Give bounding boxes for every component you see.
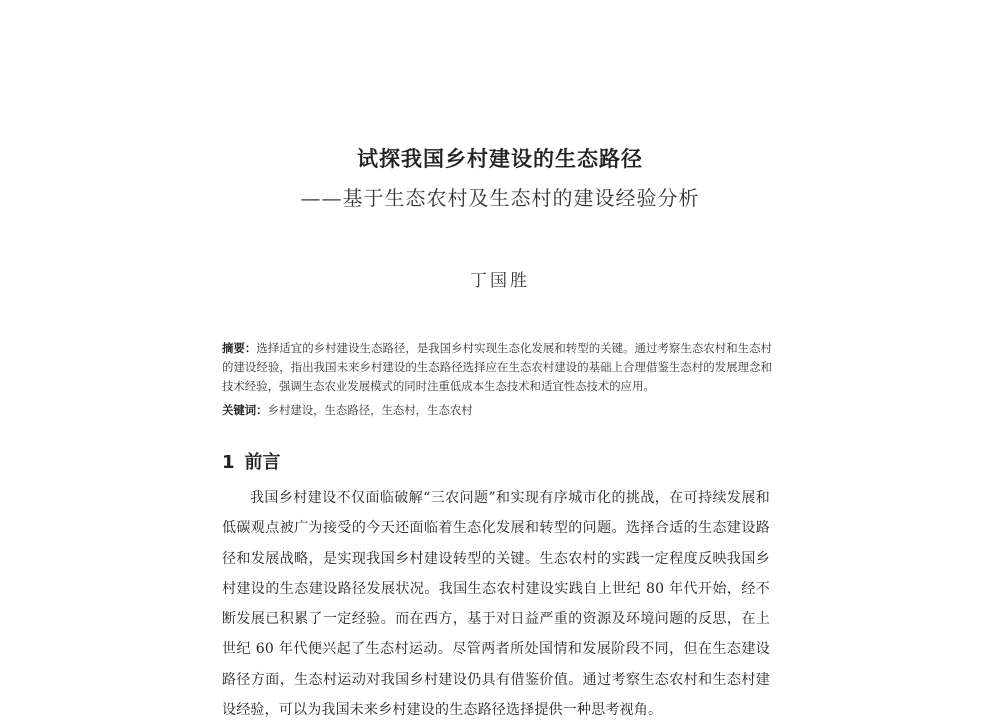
abstract xyxy=(222,339,772,396)
section-title: 前言 xyxy=(244,452,281,473)
paper-title: 试探我国乡村建设的生态路径 xyxy=(357,147,643,171)
section-heading xyxy=(222,448,281,474)
keywords xyxy=(222,401,772,420)
paper-author: 丁国胜 xyxy=(470,271,530,291)
body-paragraph: 我国乡村建设不仅面临破解“三农问题”和实现有序城市化的挑战，在可持续发展和低碳观点被广为接受的今天还面临着生态化发展和转型的问题。选择合适的生态建设路径和发展战略，是实现我国乡村建设转型的关键。生态农村的实践一定程度反映我国乡村建设的生态建设路径发展状况。我国生态农村建设实践自上世纪 80 年代开始，经不断发展已积累了一定经验。而在西方，基于对日益严重的资源及环境问题的反思，在上世纪 60 年代便兴起了生态村运动。尽管两者所处国情和发展阶段不同，但在生态建设路径方面，生态村运动对我国乡村建设仍具有借鉴价值。通过考察生态农村和生态村建设经验，可以为我国未来乡村建设的生态路径选择提供一种思考视角。 xyxy=(222,490,770,719)
paper-subtitle: ——基于生态农村及生态村的建设经验分析 xyxy=(300,186,700,210)
section-number: 1 xyxy=(222,452,235,473)
keywords-text: 乡村建设，生态路径，生态村，生态农村 xyxy=(267,403,473,417)
abstract-label: 摘要： xyxy=(222,341,257,355)
abstract-text: 选择适宜的乡村建设生态路径，是我国乡村实现生态化发展和转型的关键。通过考察生态农村和生态村的建设经验，指出我国未来乡村建设的生态路径选择应在生态农村建设的基础上合理借鉴生态村的发展理念和技术经验，强调生态农业发展模式的同时注重低成本生态技术和适宜性态技术的应用。 xyxy=(222,341,772,393)
keywords-label: 关键词： xyxy=(222,403,268,417)
